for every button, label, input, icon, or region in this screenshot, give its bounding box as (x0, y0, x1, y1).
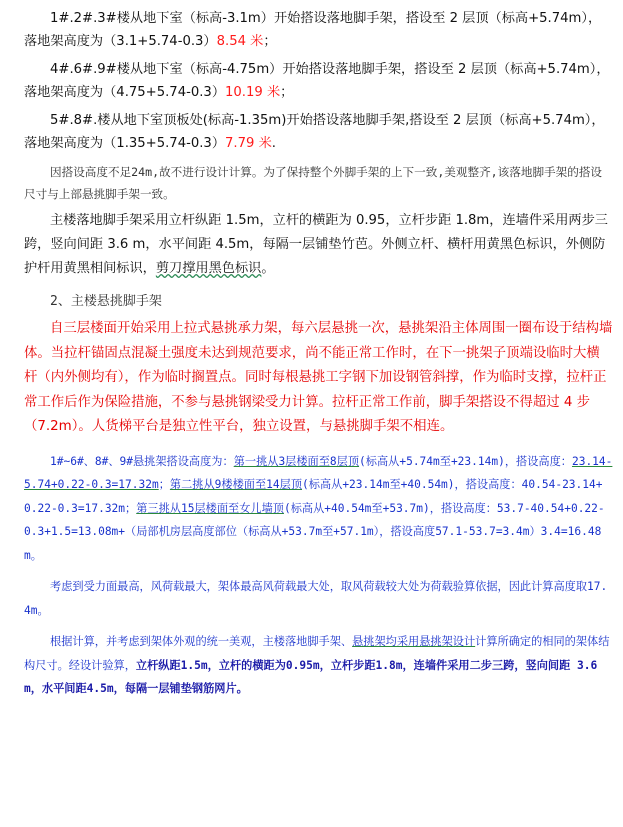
para1-end: ； (263, 34, 277, 49)
para5-text-c: 。 (261, 261, 275, 276)
para7-u3: 第二挑从9楼楼面至14层顶 (169, 478, 303, 491)
para-wind-load-basis: 考虑到受力面最高，风荷载最大，架体最高风荷载最大处，取风荷载较大处为荷载验算依据，因此计算高度取17.4m。 (24, 580, 608, 617)
para7-t3: ； (158, 478, 170, 491)
para7-u1: 第一挑从3层楼面至8层顶 (233, 454, 360, 468)
para5-text-a: 主楼落地脚手架采用立杆纵距 1.5m，立杆的横距为 0.95，立杆步距 1.8m，连墙件采用两步三跨，竖向间距 3.6 m，水平间距 4.5m，每隔一层铺垫竹芭。外侧立杆、横杆用黄黑色标识，外侧防护杆用黄黑相间标识， (24, 213, 608, 276)
para7-u2: 23.14-5.74+0.22-0.3=17.32m (24, 454, 613, 491)
para5-text-b: 剪刀撑用黑色标识 (155, 261, 262, 276)
section-heading-cantilever: 2、主楼悬挑脚手架 (50, 294, 162, 309)
para3-height-value: 7.79 米 (225, 136, 272, 151)
para-floor-scaffold-spec (24, 209, 613, 281)
para7-t2: (标高从+5.74m至+23.14m)，搭设高度： (359, 454, 572, 468)
para7-t1: 1#~6#、8#、9#悬挑架搭设高度为： (50, 454, 234, 468)
para7-u4: 第三挑从15层楼面至女儿墙顶 (136, 501, 284, 515)
para2-end: ； (280, 85, 294, 100)
para-building-5-8 (24, 109, 613, 155)
para7-t4: (标高从+23.14m至+40.54m)，搭设高度：40.54-23.14+0.22-0.3=17.32m； (24, 478, 603, 515)
para9-bold-spec: 立杆纵距1.5m，立杆的横距为0.95m，立杆步距1.8m，连墙件采用二步三跨，竖向间距 3.6m，水平间距4.5m，每隔一层铺垫钢筋网片。 (24, 658, 598, 695)
para2-height-value: 10.19 米 (225, 85, 281, 100)
para3-text: 5#.8#.楼从地下室顶板处(标高-1.35m)开始搭设落地脚手架,搭设至 2 层顶（标高+5.74m），落地架高度为（1.35+5.74-0.3） (24, 113, 605, 151)
para-building-4-6-9 (24, 58, 613, 104)
para-cantilever-heights (24, 450, 613, 568)
para1-text: 1#.2#.3#楼从地下室（标高-3.1m）开始搭设落地脚手架，搭设至 2 层顶（标高+5.74m），落地架高度为（3.1+5.74-0.3） (24, 11, 602, 49)
para9-u1: 悬挑架均采用悬挑架设计 (352, 635, 476, 648)
para1-height-value: 8.54 米 (216, 34, 264, 49)
para2-text: 4#.6#.9#楼从地下室（标高-4.75m）开始搭设落地脚手架，搭设至 2 层顶（标高+5.74m），落地架高度为（4.75+5.74-0.3） (24, 62, 610, 100)
para-no-calculation-note: 因搭设高度不足24m,故不进行设计计算。为了保持整个外脚手架的上下一致,美观整齐,该落地脚手架的搭设尺寸与上部悬挑脚手架一致。 (24, 165, 603, 201)
para-cantilever-description: 自三层楼面开始采用上拉式悬挑承力架，每六层悬挑一次，悬挑架沿主体周围一圈布设于结构墙体。当拉杆锚固点混凝土强度未达到规范要求，尚不能正常工作时，在下一挑架子顶端设临时大横杆（内外侧均有），作为临时搁置点。同时每根悬挑工字钢下加设钢管斜撑，作为临时支撑，拉杆正常工作后作为保险措施，不参与悬挑钢梁受力计算。拉杆正常工作前，脚手架搭设不得超过 4 步（7.2m）。人货梯平台是独立性平台，独立设置，与悬挑脚手架不相连。 (24, 321, 613, 434)
para3-end: . (271, 136, 276, 151)
para-design-conclusion (24, 630, 613, 701)
para-building-1-2-3 (24, 7, 613, 53)
para7-t5: (标高从+40.54m至+53.7m)，搭设高度：53.7-40.54+0.22-0.3+1.5=13.08m+（局部机房层高度部位（标高从+53.7m至+57.1m），搭设高度57.1-53.7=3.4m）3.4=16.48m。 (24, 501, 605, 562)
document-page (0, 7, 623, 827)
para9-t2: 计算所确定的相同的架体结构尺寸。经设计验算， (24, 635, 610, 672)
para9-t1: 根据计算，并考虑到架体外观的统一美观，主楼落地脚手架、 (50, 635, 353, 648)
